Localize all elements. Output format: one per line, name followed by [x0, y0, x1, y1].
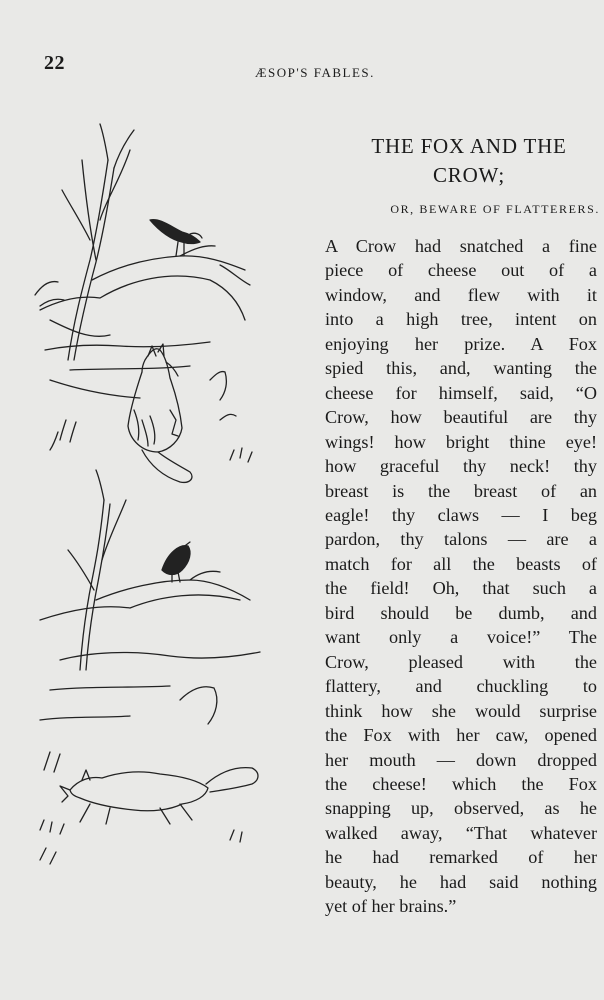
- fable-illustration: [30, 120, 280, 870]
- fox-sitting: [128, 344, 192, 482]
- fox-tail-2: [206, 768, 258, 792]
- running-head: ÆSOP'S FABLES.: [255, 65, 375, 80]
- body-line: Crow, how beautiful are thy: [325, 407, 597, 428]
- body-line: enjoying her prize. A Fox: [325, 333, 597, 354]
- fable-body: [325, 234, 597, 919]
- body-line: yet of her brains.”: [325, 896, 457, 917]
- body-line: want only a voice!” The: [325, 627, 597, 648]
- fable-subtitle: OR, BEWARE OF FLATTERERS.: [390, 202, 600, 216]
- tree-trunk: [68, 160, 108, 360]
- fox-running: [60, 768, 258, 824]
- body-line: window, and flew with it: [325, 284, 597, 305]
- body-line: flattery, and chuckling to: [325, 676, 597, 697]
- body-line: snapping up, observed, as he: [325, 798, 597, 819]
- fable-title: THE FOX AND THE CROW;: [371, 134, 567, 187]
- body-line: her mouth — down dropped: [325, 749, 597, 770]
- body-line: Crow, pleased with the: [325, 651, 597, 672]
- body-line: eagle! thy claws — I beg: [325, 504, 597, 525]
- bottom-scene: [40, 470, 260, 864]
- body-line: match for all the beasts of: [325, 553, 597, 574]
- body-line: A Crow had snatched a fine: [325, 236, 597, 256]
- top-scene: [35, 124, 252, 482]
- body-line: breast is the breast of an: [325, 480, 597, 501]
- body-line: the field! Oh, that such a: [325, 578, 597, 599]
- body-line: walked away, “That whatever: [325, 822, 597, 843]
- body-line: he had remarked of her: [325, 847, 597, 868]
- body-line: spied this, and, wanting the: [325, 358, 597, 379]
- body-line: beauty, he had said nothing: [325, 871, 597, 892]
- fox-tail: [142, 450, 192, 482]
- body-line: cheese for himself, said, “O: [325, 382, 597, 403]
- crow-bottom: [162, 542, 190, 582]
- body-line: bird should be dumb, and: [325, 602, 597, 623]
- page-number: 22: [44, 52, 65, 74]
- body-line: think how she would surprise: [325, 700, 597, 721]
- body-line: pardon, thy talons — are a: [325, 529, 597, 550]
- body-line: wings! how bright thine eye!: [325, 431, 597, 452]
- body-line: piece of cheese out of a: [325, 260, 597, 281]
- body-line: into a high tree, intent on: [325, 309, 597, 330]
- body-line: the cheese! which the Fox: [325, 773, 597, 794]
- body-line: how graceful thy neck! thy: [325, 456, 597, 477]
- body-line: the Fox with her caw, opened: [325, 725, 597, 746]
- crow-top: [150, 220, 202, 256]
